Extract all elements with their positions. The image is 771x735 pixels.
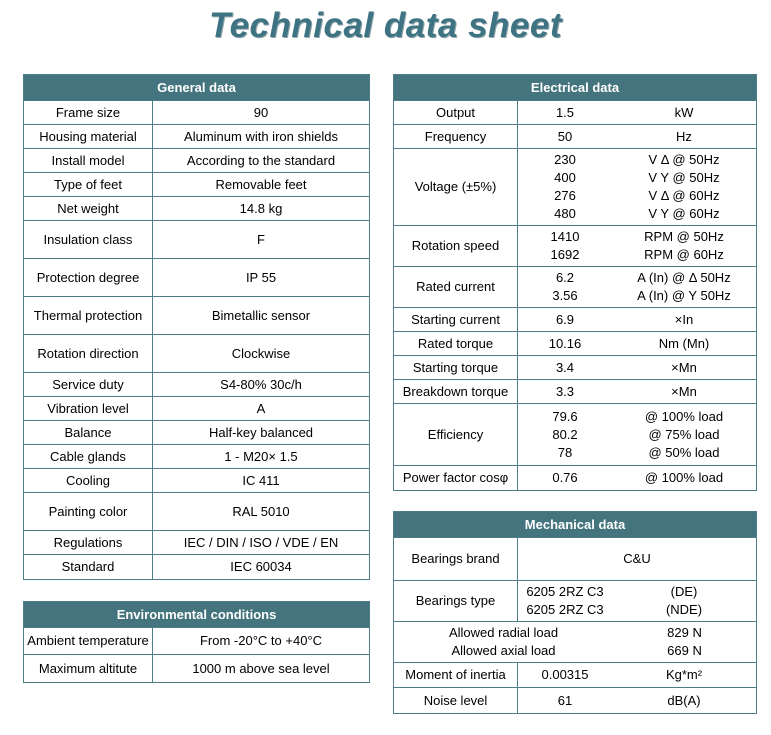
row-value [518,308,612,331]
cell-line: (DE) [670,584,698,599]
cell-line: RPM @ 60Hz [644,247,724,262]
table-row [394,663,756,688]
cell-line: 3.4 [555,359,575,375]
row-label: Standard [24,555,153,579]
row-unit [613,622,756,662]
row-label: Install model [24,149,153,172]
cell-line: 3.56 [552,288,578,303]
row-value [518,581,612,621]
row-label: Breakdown torque [394,380,518,403]
row-label: Regulations [24,531,153,554]
table-row [394,149,756,226]
cell-line: 1.5 [555,104,575,120]
table-row [394,380,756,404]
row-label: Output [394,101,518,124]
right-column [393,74,757,714]
row-label: Insulation class [24,221,153,258]
row-value [518,404,612,465]
row-unit [612,663,756,687]
table-row [24,259,369,297]
row-value: 90 [253,104,269,120]
row-value: Bimetallic sensor [211,307,311,323]
left-column [23,74,370,683]
table-row [394,466,756,490]
table-row [24,125,369,149]
row-label: Efficiency [394,404,518,465]
cell-line: 276 [554,188,576,203]
row-label: Power factor cosφ [394,466,518,490]
table-row [394,404,756,466]
row-label: Rotation direction [24,335,153,372]
cell-line: @ 75% load [648,426,720,442]
cell-line: (NDE) [665,602,703,617]
row-value: IP 55 [245,269,277,285]
row-label: Frame size [24,101,153,124]
electrical-data-header: Electrical data [394,75,756,101]
cell-line: 1410 [550,229,580,244]
table-row [394,356,756,380]
cell-line: 80.2 [552,426,578,442]
cell-line: ×Mn [671,383,697,399]
electrical-data-rows [394,101,756,490]
table-row [24,149,369,173]
table-row [394,125,756,149]
cell-line: 829 N [667,625,702,640]
row-value [518,125,612,148]
table-row [24,655,369,682]
row-value [518,380,612,403]
row-label: Moment of inertia [394,663,518,687]
row-value [518,101,612,124]
row-label: Cooling [24,469,153,492]
cell-line: @ 100% load [644,408,724,424]
row-unit [612,267,756,307]
row-label: Rated torque [394,332,518,355]
row-label: Thermal protection [24,297,153,334]
cell-line: V Δ @ 50Hz [648,152,720,167]
cell-line: 6.9 [555,311,575,327]
mechanical-data-table [393,511,757,714]
row-label: Bearings type [394,581,518,621]
cell-line: @ 100% load [644,470,724,485]
cell-line: ×Mn [671,359,697,375]
row-unit [612,332,756,355]
electrical-data-table [393,74,757,491]
row-value [518,149,612,225]
row-value: From -20°C to +40°C [199,633,323,648]
row-unit [612,356,756,379]
cell-line: Nm (Mn) [658,335,710,351]
page-title: Technical data sheet [209,6,562,45]
cell-line: 50 [557,128,573,144]
cell-line: 0.00315 [541,667,589,682]
environmental-conditions-rows [24,628,369,682]
cell-line: Kg*m² [665,667,703,682]
table-row [24,197,369,221]
cell-line: V Y @ 50Hz [648,170,720,185]
row-value: IC 411 [242,472,280,488]
row-unit [612,125,756,148]
table-row [24,421,369,445]
general-data-header: General data [24,75,369,101]
table-row [24,397,369,421]
row-label: Bearings brand [394,538,518,580]
row-value: S4-80% 30c/h [220,376,302,392]
row-value: 14.8 kg [239,200,283,216]
table-row [394,332,756,356]
row-label: Service duty [24,373,153,396]
table-row [394,688,756,713]
mechanical-data-header: Mechanical data [394,512,756,538]
row-label: Protection degree [24,259,153,296]
table-row [394,308,756,332]
table-row [24,221,369,259]
row-label: Ambient temperature [24,628,153,654]
cell-line: 230 [554,152,576,167]
table-row [24,628,369,655]
table-row [24,101,369,125]
row-label: Rotation speed [394,226,518,266]
row-value: F [257,231,265,247]
row-value [518,466,612,490]
table-row [24,297,369,335]
row-label: Voltage (±5%) [394,149,518,225]
row-label [394,622,613,662]
row-label: Net weight [24,197,153,220]
row-value: Clockwise [231,345,291,361]
row-value: Aluminum with iron shields [184,128,338,144]
table-row [394,226,756,267]
cell-line: RPM @ 50Hz [644,229,724,244]
row-value [518,663,612,687]
row-label: Housing material [24,125,153,148]
mechanical-data-rows [394,538,756,713]
table-row [394,538,756,581]
cell-line: 1692 [550,247,580,262]
cell-line: 78 [557,444,573,460]
cell-line: 6205 2RZ C3 [526,602,604,617]
cell-line: 669 N [667,643,702,658]
row-unit [612,380,756,403]
row-unit [612,404,756,465]
row-label: Type of feet [24,173,153,196]
cell-line: 10.16 [548,335,582,351]
row-unit [612,308,756,331]
cell-line: 61 [557,692,573,708]
cell-line: A (In) @ Δ 50Hz [637,270,731,285]
row-label: Cable glands [24,445,153,468]
row-unit [612,581,756,621]
row-value [518,356,612,379]
row-value: RAL 5010 [232,503,290,519]
row-unit [612,466,756,490]
table-row [24,373,369,397]
row-label: Starting current [394,308,518,331]
table-row [394,581,756,622]
row-label: Balance [24,421,153,444]
row-value: C&U [623,551,651,566]
table-row [24,445,369,469]
general-data-table [23,74,370,580]
row-value [518,688,612,713]
row-label: Vibration level [24,397,153,420]
cell-line: A (In) @ Y 50Hz [637,288,731,303]
environmental-conditions-table [23,601,370,683]
cell-line: Allowed axial load [451,643,556,658]
row-value: Removable feet [215,176,307,192]
row-label: Rated current [394,267,518,307]
row-value [518,332,612,355]
row-label: Frequency [394,125,518,148]
table-row [24,555,369,579]
table-row [394,267,756,308]
cell-line: 0.76 [552,470,578,485]
environmental-conditions-header: Environmental conditions [24,602,369,628]
table-row [394,101,756,125]
row-value: Half-key balanced [208,424,314,440]
row-unit [612,226,756,266]
cell-line: 79.6 [552,408,578,424]
table-row [24,335,369,373]
table-row [24,493,369,531]
row-value: IEC 60034 [230,559,292,574]
cell-line: kW [674,104,694,120]
table-row [24,173,369,197]
table-row [24,469,369,493]
cell-line: V Y @ 60Hz [648,206,720,221]
cell-line: 6.2 [555,270,575,285]
row-unit [612,149,756,225]
row-value [518,226,612,266]
table-row [394,622,756,663]
row-value: 1 - M20× 1.5 [224,448,298,464]
cell-line: 6205 2RZ C3 [526,584,604,599]
row-label: Noise level [394,688,518,713]
cell-line: 3.3 [555,383,575,399]
cell-line: V Δ @ 60Hz [648,188,720,203]
cell-line: ×In [674,311,694,327]
row-label: Painting color [24,493,153,530]
cell-line: dB(A) [667,692,701,708]
row-label: Maximum altitute [24,655,153,682]
row-value: 1000 m above sea level [192,660,330,676]
row-value: A [256,400,266,416]
cell-line: 480 [554,206,576,221]
row-label: Starting torque [394,356,518,379]
row-unit [612,688,756,713]
row-value: According to the standard [186,152,336,168]
row-value [518,267,612,307]
cell-line: 400 [554,170,576,185]
cell-line: @ 50% load [648,444,720,460]
table-row [24,531,369,555]
general-data-rows [24,101,369,579]
cell-line: Hz [676,128,692,144]
cell-line: Allowed radial load [448,625,559,640]
row-value: IEC / DIN / ISO / VDE / EN [183,534,339,550]
row-unit [612,101,756,124]
